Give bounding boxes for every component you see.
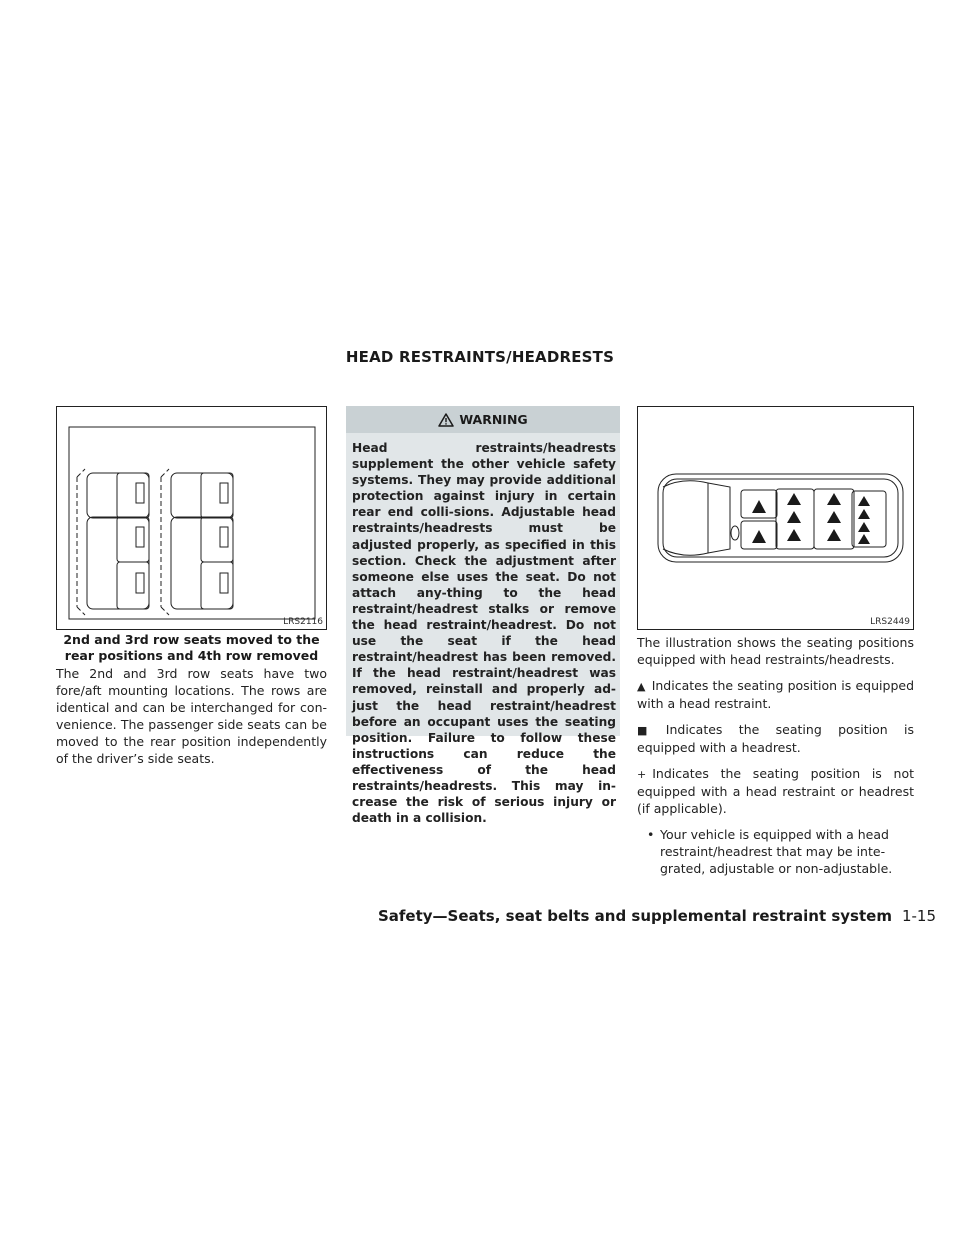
triangle-symbol: ▲ bbox=[637, 680, 646, 693]
warning-icon bbox=[438, 413, 454, 427]
bullet-item bbox=[637, 826, 914, 877]
figure-code: LRS2449 bbox=[870, 617, 910, 627]
warning-text: Head restraints/headrests supplement the other vehicle safety systems. They may provide additional protection against injury in certain rear end colli-sions. Adjustable head restraints/headrests must be adjusted properly, as specified in this section. Check the adjustment after someone else uses the seat. Do not attach any-thing to the head restraint/headrest stalks or remove the head restraint/headrest. Do not use the seat if the head restraint/headrest has been removed. If the head restraint/headrest was removed, reinstall and properly ad-just the head restraint/headrest before an occupant uses the seating position. Failure to follow these instructions can reduce the effectiveness of the head restraints/headrests. This may in-crease the risk of serious injury or death in a collision. bbox=[352, 441, 616, 826]
figure-caption: 2nd and 3rd row seats moved to the rear positions and 4th row removed bbox=[63, 632, 320, 663]
bullet-text: Your vehicle is equipped with a head restraint/headrest that may be inte-grated, adjustable or non-adjustable. bbox=[660, 827, 893, 876]
legend-text: Indicates the seating position is not equipped with a head restraint or headrest (if applicable). bbox=[637, 766, 914, 816]
warning-title: WARNING bbox=[459, 412, 528, 427]
page-footer bbox=[378, 907, 936, 925]
seating-positions-figure bbox=[637, 406, 914, 630]
seat-layout-illustration bbox=[57, 407, 326, 629]
legend-text: Indicates the seating position is equipped with a headrest. bbox=[637, 722, 914, 755]
warning-box bbox=[346, 406, 620, 826]
page-number: 1-15 bbox=[901, 907, 936, 925]
seat-description-text: The 2nd and 3rd row seats have two fore/aft mounting locations. The rows are identical and can be interchanged for con-venience. The passenger side seats can be moved to the rear position independently of the driver’s side seats. bbox=[56, 666, 327, 766]
chapter-title: Safety—Seats, seat belts and supplemental restraint system bbox=[377, 907, 892, 925]
seat-layout-figure bbox=[56, 406, 327, 630]
legend-item-head-restraint bbox=[637, 677, 914, 712]
vehicle-top-view-illustration bbox=[638, 407, 913, 629]
figure-code: LRS2116 bbox=[283, 617, 323, 627]
warning-header bbox=[346, 406, 620, 433]
legend-item-none bbox=[637, 765, 914, 817]
section-heading: HEAD RESTRAINTS/HEADRESTS bbox=[345, 348, 615, 366]
intro-text: The illustration shows the seating positions equipped with head restraints/headrests. bbox=[637, 635, 914, 667]
legend-text: Indicates the seating position is equipped with a head restraint. bbox=[637, 678, 915, 711]
legend-item-headrest bbox=[637, 721, 914, 756]
right-column-text bbox=[637, 634, 914, 877]
plus-symbol: + bbox=[637, 768, 647, 781]
square-symbol: ■ bbox=[637, 724, 660, 737]
bullet-symbol: • bbox=[647, 827, 655, 842]
